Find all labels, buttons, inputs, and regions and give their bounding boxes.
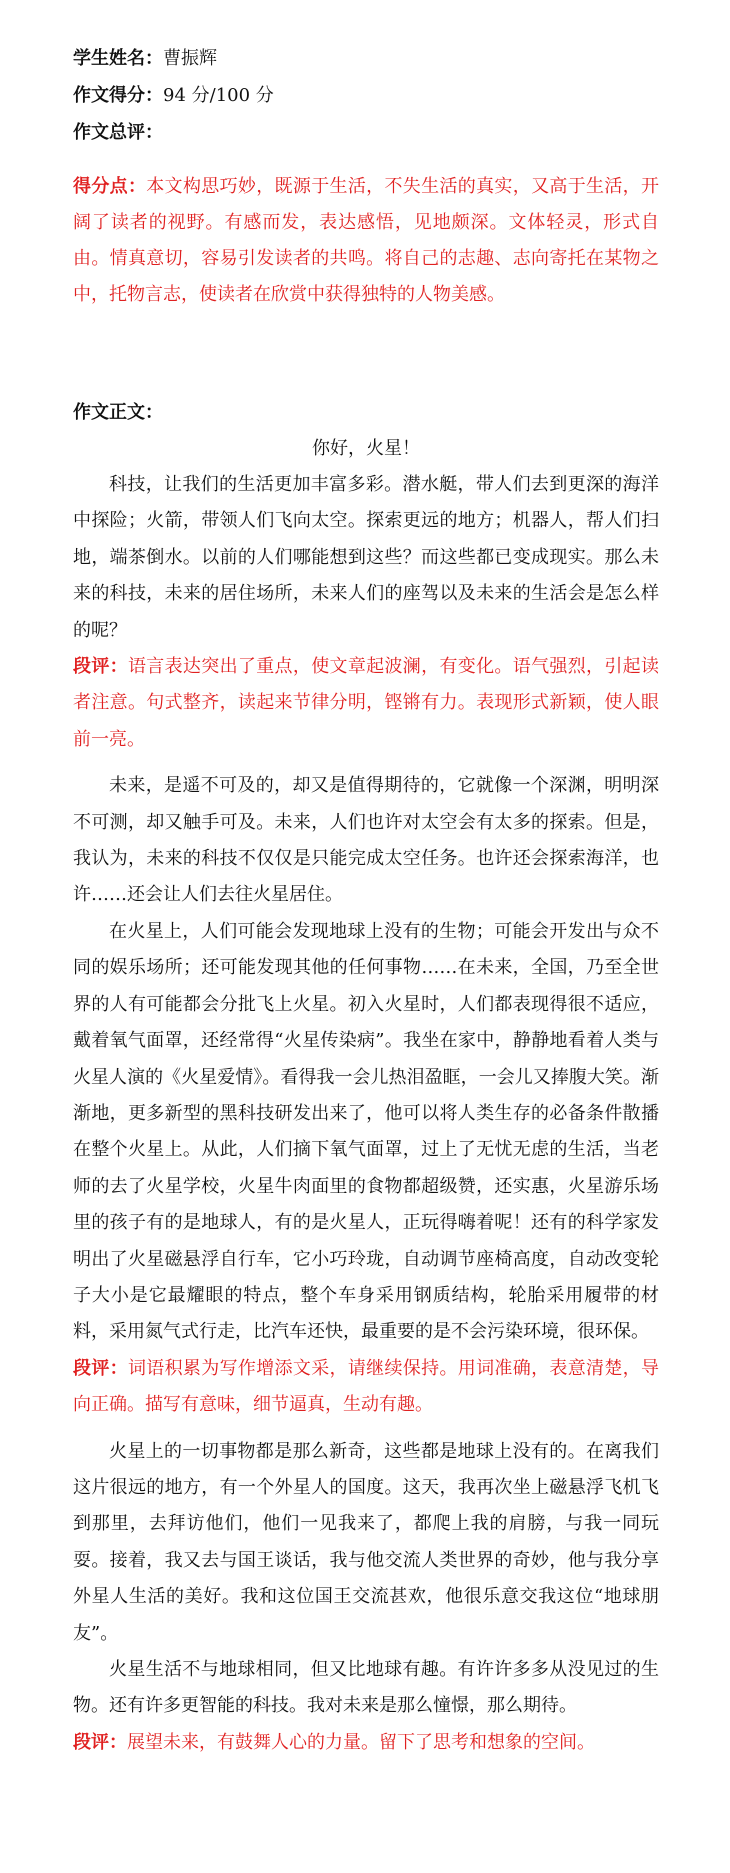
student-name-value: 曹振辉	[163, 48, 217, 69]
essay-paragraph: 火星生活不与地球相同，但又比地球有趣。有许许多多从没见过的生物。还有许多更智能的科技。我对未来是那么憧憬，那么期待。	[73, 1659, 659, 1717]
score-label: 作文得分：	[73, 85, 163, 106]
essay-paragraph: 在火星上，人们可能会发现地球上没有的生物；可能会开发出与众不同的娱乐场所；还可能发现其他的任何事物……在未来，全国，乃至全世界的人有可能都会分批飞上火星。初入火星时，人们都表现得很不适应，戴着氧气面罩，还经常得“火星传染病”。我坐在家中，静静地看着人类与火星人演的《火星爱情》。看得我一会儿热泪盈眶，一会儿又捧腹大笑。渐渐地，更多新型的黑科技研发出来了，他可以将人类生存的必备条件散播在整个火星上。从此，人们摘下氧气面罩，过上了无忧无虑的生活，当老师的去了火星学校，火星牛肉面里的食物都超级赞，还实惠，火星游乐场里的孩子有的是地球人，有的是火星人，正玩得嗨着呢！还有的科学家发明出了火星磁悬浮自行车，它小巧玲珑，自动调节座椅高度，自动改变轮子大小是它最耀眼的特点，整个车身采用钢质结构，轮胎采用履带的材料，采用氮气式行走，比汽车还快，最重要的是不会污染环境，很环保。	[73, 920, 659, 1343]
paragraph-comment	[73, 1351, 659, 1424]
paragraph-comment	[73, 649, 659, 758]
overall-comment	[73, 169, 659, 313]
paragraph-comment-text: 展望未来，有鼓舞人心的力量。留下了思考和想象的空间。	[127, 1731, 595, 1753]
overall-comment-label: 作文总评：	[73, 122, 163, 143]
paragraph-comment-label: 段评：	[73, 1357, 128, 1379]
student-name-line	[73, 40, 659, 77]
paragraph-comment	[73, 1725, 659, 1761]
essay-title: 你好，火星！	[312, 438, 420, 459]
paragraph-comment-text: 词语积累为写作增添文采，请继续保持。用词准确，表意清楚，导向正确。描写有意味，细节逼真，生动有趣。	[73, 1357, 659, 1416]
essay-heading: 作文正文：	[73, 402, 163, 423]
student-name-label: 学生姓名：	[73, 48, 163, 69]
score-line	[73, 77, 659, 114]
score-value: 94 分/100 分	[163, 85, 274, 106]
document-content	[73, 40, 659, 1761]
section-spacer	[73, 331, 659, 395]
overall-comment-heading	[73, 114, 659, 151]
essay-paragraph: 火星上的一切事物都是那么新奇，这些都是地球上没有的。在离我们这片很远的地方，有一个外星人的国度。这天，我再次坐上磁悬浮飞机飞到那里，去拜访他们，他们一见我来了，都爬上我的肩膀，与我一同玩耍。接着，我又去与国王谈话，我与他交流人类世界的奇妙，他与我分享外星人生活的美好。我和这位国王交流甚欢，他很乐意交我这位“地球朋友”。	[73, 1440, 659, 1644]
paragraph-comment-label: 段评：	[73, 656, 128, 678]
score-points-label: 得分点：	[73, 176, 147, 197]
paragraph-comment-text: 语言表达突出了重点，使文章起波澜，有变化。语气强烈，引起读者注意。句式整齐，读起来节律分明，铿锵有力。表现形式新颖，使人眼前一亮。	[73, 656, 659, 750]
score-points-text: 本文构思巧妙，既源于生活，不失生活的真实，又高于生活，开阔了读者的视野。有感而发，表达感悟，见地颇深。文体轻灵，形式自由。情真意切，容易引发读者的共鸣。将自己的志趣、志向寄托在某物之中，托物言志，使读者在欣赏中获得独特的人物美感。	[73, 176, 660, 305]
essay-paragraph: 未来，是遥不可及的，却又是值得期待的，它就像一个深渊，明明深不可测，却又触手可及。未来，人们也许对太空会有太多的探索。但是，我认为，未来的科技不仅仅是只能完成太空任务。也许还会探索海洋，也许……还会让人们去往火星居住。	[73, 775, 659, 906]
essay-paragraph: 科技，让我们的生活更加丰富多彩。潜水艇，带人们去到更深的海洋中探险；火箭，带领人们飞向太空。探索更远的地方；机器人，帮人们扫地，端茶倒水。以前的人们哪能想到这些？而这些都已变成现实。那么未来的科技，未来的居住场所，未来人们的座驾以及未来的生活会是怎么样的呢？	[73, 474, 659, 641]
paragraph-comment-label: 段评：	[73, 1731, 127, 1753]
